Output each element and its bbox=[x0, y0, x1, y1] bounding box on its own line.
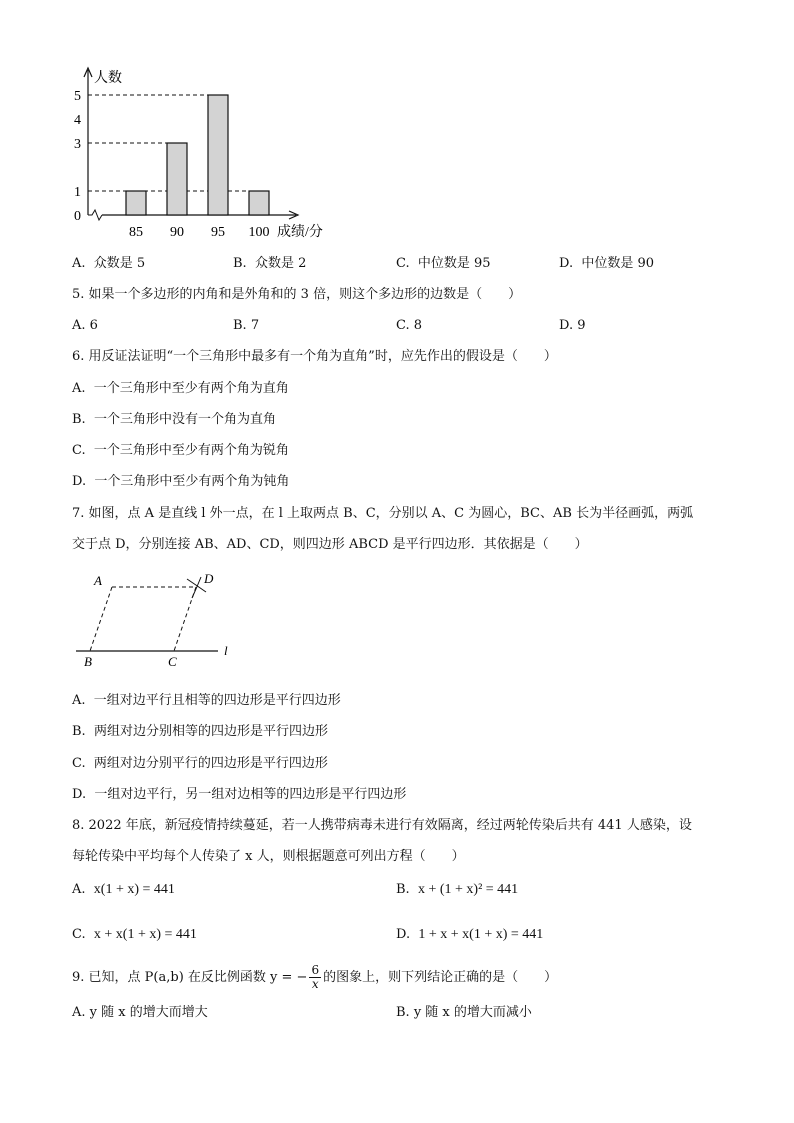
q4-bar-chart bbox=[60, 60, 360, 240]
q6-option-c[interactable]: C. 一个三角形中至少有两个角为锐角 bbox=[72, 443, 289, 458]
label-b: B bbox=[84, 654, 92, 669]
y-tick-label: 1 bbox=[74, 185, 81, 200]
axis-break-mark bbox=[88, 210, 102, 220]
q7-option-a[interactable]: A. 一组对边平行且相等的四边形是平行四边形 bbox=[72, 693, 341, 708]
q7-option-c[interactable]: C. 两组对边分别平行的四边形是平行四边形 bbox=[72, 756, 328, 771]
q8-option-b[interactable]: B. x + (1 + x)² = 441 bbox=[396, 882, 519, 897]
x-axis-label: 成绩/分 bbox=[277, 225, 323, 240]
q7-stem-line2: 交于点 D，分别连接 AB、AD、CD，则四边形 ABCD 是平行四边形．其依据是（ ） bbox=[72, 537, 588, 552]
y-axis-label: 人数 bbox=[94, 71, 122, 86]
segment-ab bbox=[90, 587, 112, 651]
bar-90 bbox=[167, 143, 187, 215]
bar-95 bbox=[208, 95, 228, 215]
q4-option-a[interactable]: A. 众数是 5 bbox=[72, 256, 146, 271]
q6-option-d[interactable]: D. 一个三角形中至少有两个角为钝角 bbox=[72, 474, 290, 489]
y-tick-label: 0 bbox=[74, 209, 81, 224]
x-tick-label: 90 bbox=[170, 225, 184, 240]
q5-stem: 5. 如果一个多边形的内角和是外角和的 3 倍，则这个多边形的边数是（ ） bbox=[72, 287, 522, 302]
x-tick-label: 95 bbox=[211, 225, 225, 240]
q7-parallelogram-figure bbox=[70, 565, 250, 675]
q9-stem: 9. 已知，点 P(a,b) 在反比例函数 y = − $\frac{6}{x}$ 的图象上，则下列结论正确的是（ ） bbox=[72, 963, 558, 991]
q9-option-a[interactable]: A. y 随 x 的增大而增大 bbox=[72, 1005, 208, 1020]
q6-stem: 6. 用反证法证明“一个三角形中最多有一个角为直角”时，应先作出的假设是（ ） bbox=[72, 349, 557, 364]
q5-option-c[interactable]: C. 8 bbox=[396, 318, 423, 333]
q8-option-c[interactable]: C. x + x(1 + x) = 441 bbox=[72, 927, 197, 942]
fraction-6-over-x: $\frac{6}{x}$ bbox=[311, 963, 320, 991]
q8-option-d[interactable]: D. 1 + x + x(1 + x) = 441 bbox=[396, 927, 544, 942]
label-d: D bbox=[204, 571, 214, 586]
q7-stem-line1: 7. 如图，点 A 是直线 l 外一点，在 l 上取两点 B、C，分别以 A、C 为圆心，BC、AB 长为半径画弧，两弧 bbox=[72, 506, 694, 521]
x-tick-label: 85 bbox=[129, 225, 143, 240]
q4-option-c[interactable]: C. 中位数是 95 bbox=[396, 256, 491, 271]
bar-85 bbox=[126, 191, 146, 215]
label-c: C bbox=[168, 654, 177, 669]
bar-100 bbox=[249, 191, 269, 215]
q4-option-d[interactable]: D. 中位数是 90 bbox=[559, 256, 655, 271]
y-tick-label: 4 bbox=[74, 113, 81, 128]
q4-option-b[interactable]: B. 众数是 2 bbox=[233, 256, 307, 271]
q9-option-b[interactable]: B. y 随 x 的增大而减小 bbox=[396, 1005, 532, 1020]
q7-option-d[interactable]: D. 一组对边平行，另一组对边相等的四边形是平行四边形 bbox=[72, 787, 407, 802]
q7-option-b[interactable]: B. 两组对边分别相等的四边形是平行四边形 bbox=[72, 724, 328, 739]
q6-option-b[interactable]: B. 一个三角形中没有一个角为直角 bbox=[72, 412, 276, 427]
x-tick-label: 100 bbox=[248, 225, 270, 240]
y-tick-label: 5 bbox=[74, 89, 81, 104]
q8-stem-line2: 每轮传染中平均每个人传染了 x 人，则根据题意可列出方程（ ） bbox=[72, 849, 465, 864]
label-l: l bbox=[224, 643, 228, 658]
q5-option-b[interactable]: B. 7 bbox=[233, 318, 260, 333]
q5-option-a[interactable]: A. 6 bbox=[72, 318, 98, 333]
q5-option-d[interactable]: D. 9 bbox=[559, 318, 586, 333]
y-tick-label: 3 bbox=[74, 137, 81, 152]
q6-option-a[interactable]: A. 一个三角形中至少有两个角为直角 bbox=[72, 381, 289, 396]
q8-stem-line1: 8. 2022 年底，新冠疫情持续蔓延，若一人携带病毒未进行有效隔离，经过两轮传染后共有 441 人感染，设 bbox=[72, 818, 692, 833]
q8-option-a[interactable]: A. x(1 + x) = 441 bbox=[72, 882, 175, 897]
label-a: A bbox=[94, 573, 102, 588]
